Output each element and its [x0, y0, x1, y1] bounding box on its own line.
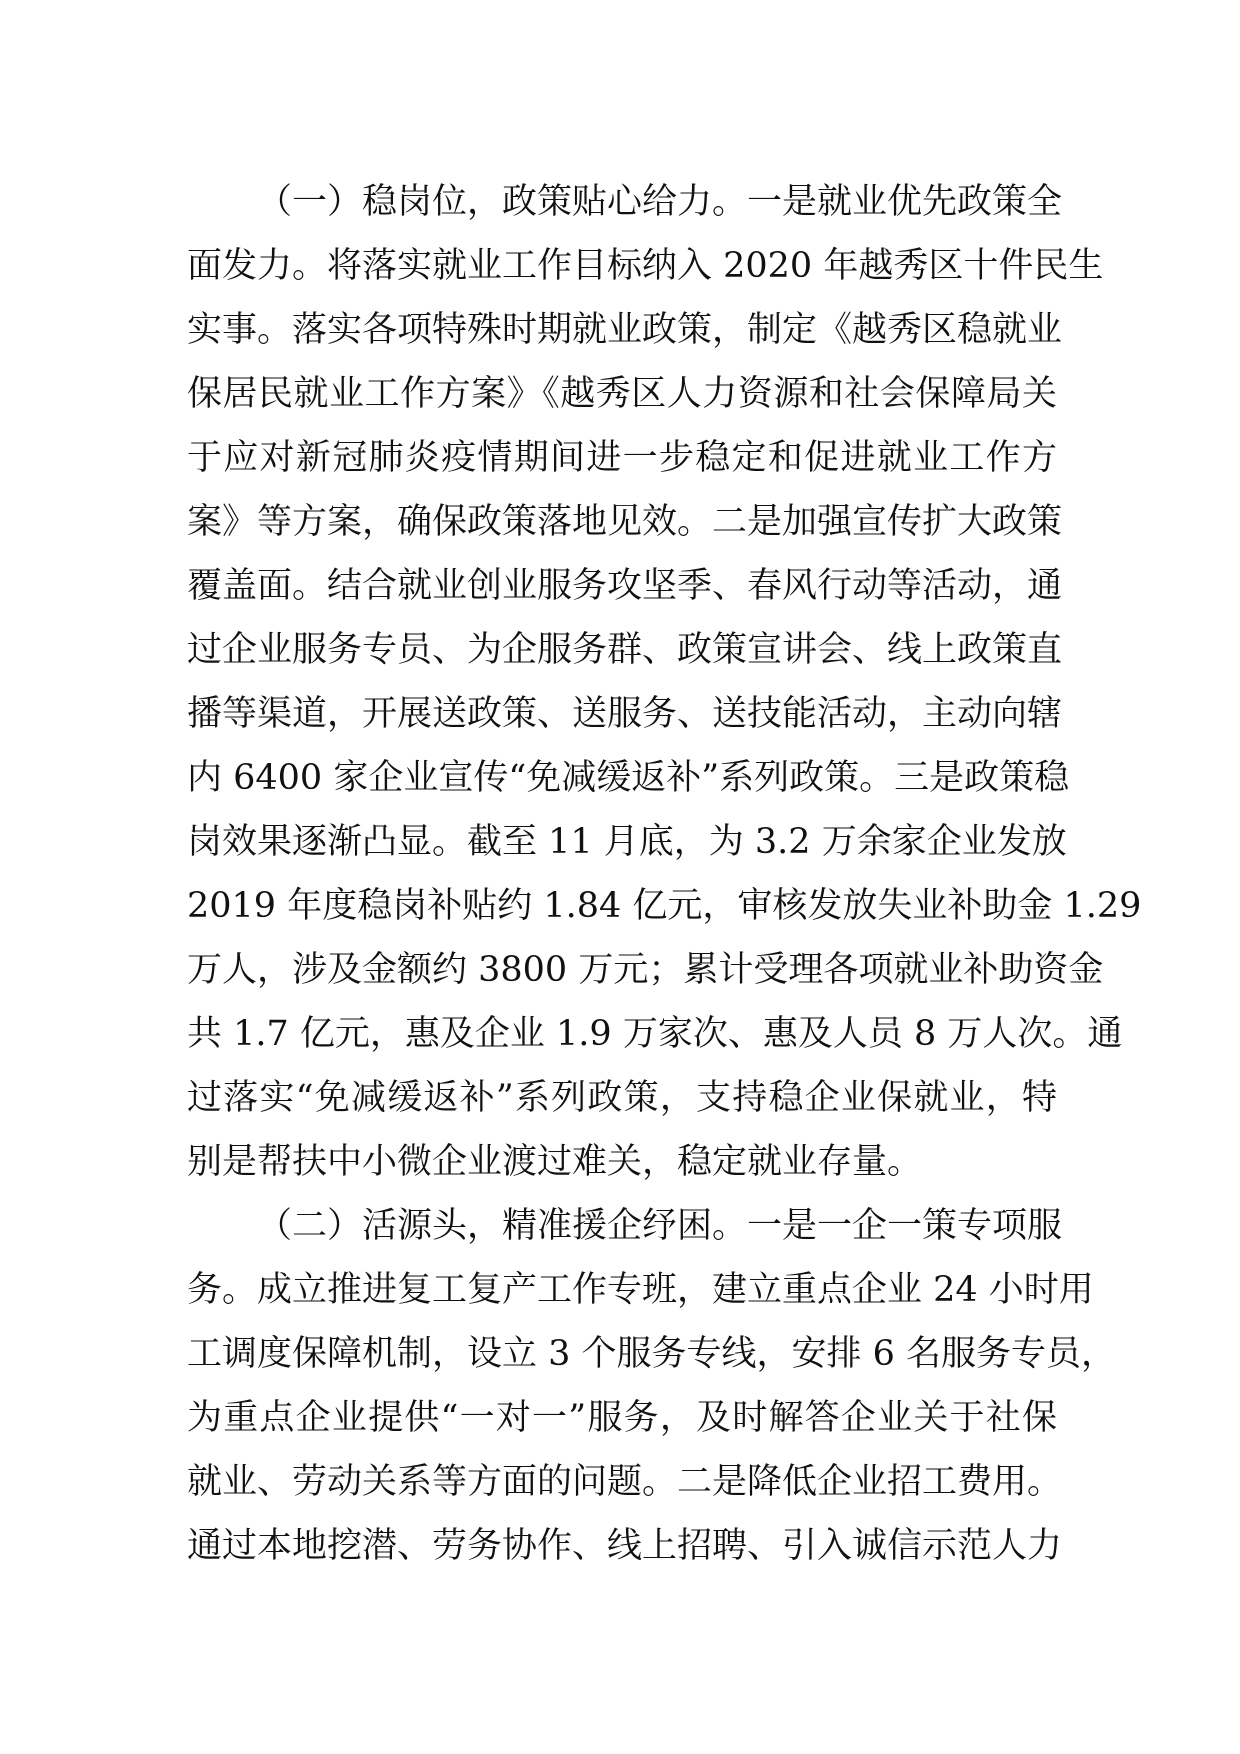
- paragraph-1-line: 保居民就业工作方案》《越秀区人力资源和社会保障局关: [187, 374, 1057, 414]
- paragraph-2-line: 务。成立推进复工复产工作专班，建立重点企业 24 小时用: [187, 1270, 1094, 1310]
- paragraph-2-line: 为重点企业提供“一对一”服务，及时解答企业关于社保: [187, 1398, 1057, 1438]
- paragraph-1-line: 实事。落实各项特殊时期就业政策，制定《越秀区稳就业: [187, 310, 1063, 350]
- paragraph-1-line: 岗效果逐渐凸显。截至 11 月底，为 3.2 万余家企业发放: [187, 822, 1067, 862]
- paragraph-1-line: 案》等方案，确保政策落地见效。二是加强宣传扩大政策: [187, 502, 1063, 542]
- paragraph-1-line: 共 1.7 亿元，惠及企业 1.9 万家次、惠及人员 8 万人次。通: [187, 1014, 1123, 1054]
- paragraph-1-line: 面发力。将落实就业工作目标纳入 2020 年越秀区十件民生: [187, 246, 1104, 286]
- paragraph-1-line: （一）稳岗位，政策贴心给力。一是就业优先政策全: [257, 182, 1063, 222]
- paragraph-1-line: 过企业服务专员、为企服务群、政策宣讲会、线上政策直: [187, 630, 1063, 670]
- paragraph-1-line: 别是帮扶中小微企业渡过难关，稳定就业存量。: [187, 1142, 923, 1182]
- paragraph-1-line: 2019 年度稳岗补贴约 1.84 亿元，审核发放失业补助金 1.29: [187, 886, 1142, 926]
- paragraph-2-line: 工调度保障机制，设立 3 个服务专线，安排 6 名服务专员，: [187, 1334, 1117, 1374]
- paragraph-1-line: 播等渠道，开展送政策、送服务、送技能活动，主动向辖: [187, 694, 1063, 734]
- document-body: [187, 170, 1142, 1578]
- paragraph-1-line: 内 6400 家企业宣传“免减缓返补”系列政策。三是政策稳: [187, 758, 1070, 798]
- paragraph-2-line: 通过本地挖潜、劳务协作、线上招聘、引入诚信示范人力: [187, 1526, 1063, 1566]
- paragraph-2-line: 就业、劳动关系等方面的问题。二是降低企业招工费用。: [187, 1462, 1063, 1502]
- paragraph-1-line: 覆盖面。结合就业创业服务攻坚季、春风行动等活动，通: [187, 566, 1063, 606]
- paragraph-1-line: 过落实“免减缓返补”系列政策，支持稳企业保就业，特: [187, 1078, 1057, 1118]
- paragraph-1-line: 万人，涉及金额约 3800 万元；累计受理各项就业补助资金: [187, 950, 1104, 990]
- paragraph-1-line: 于应对新冠肺炎疫情期间进一步稳定和促进就业工作方: [187, 438, 1057, 478]
- paragraph-2-line: （二）活源头，精准援企纾困。一是一企一策专项服: [257, 1206, 1063, 1246]
